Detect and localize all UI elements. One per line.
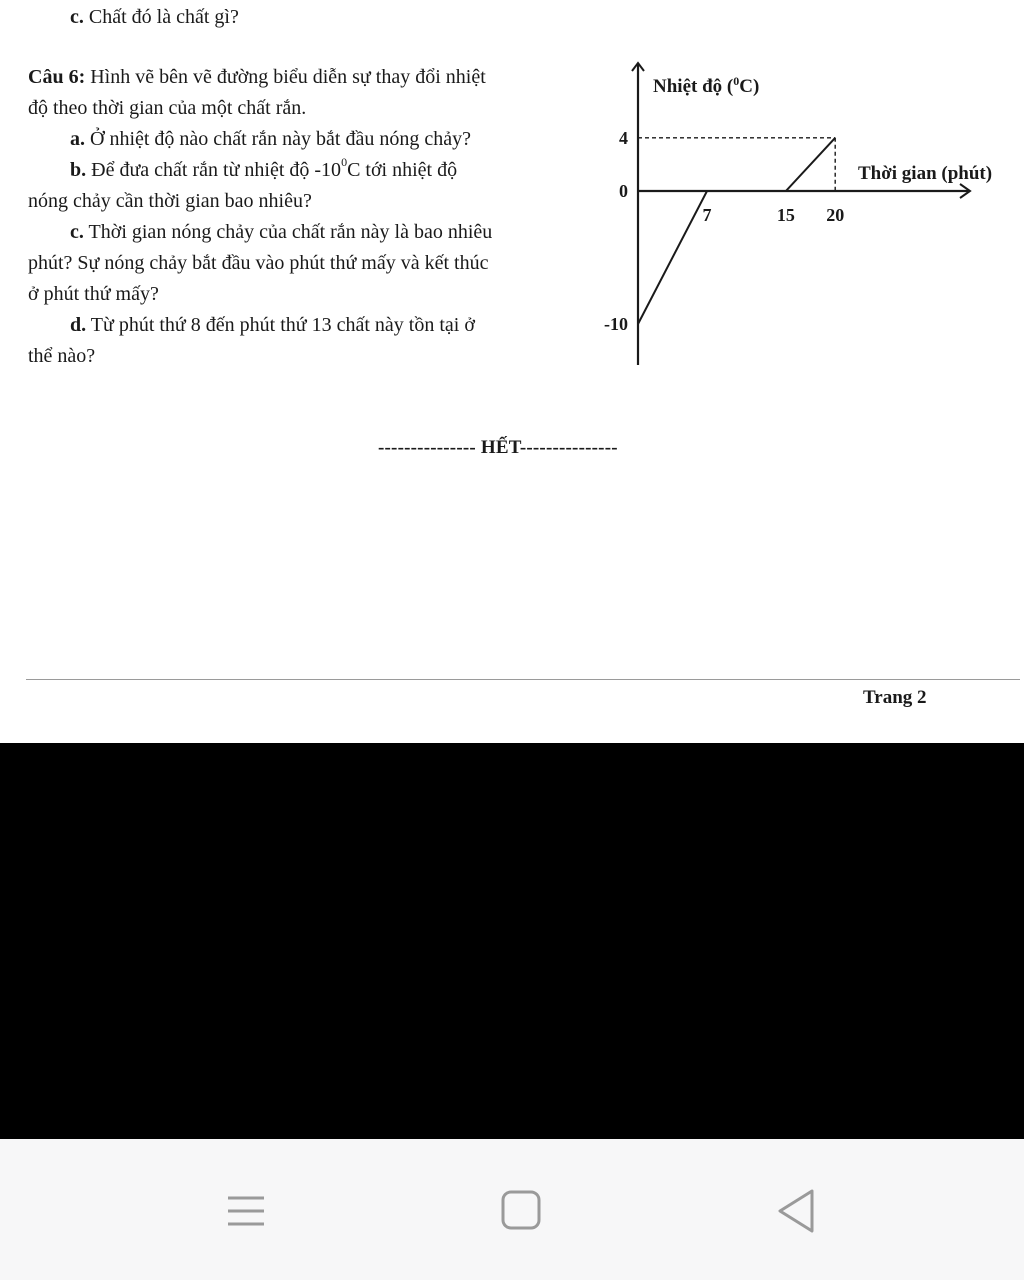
part-c-text: Thời gian nóng chảy của chất rắn này là bao nhiêu <box>83 221 493 243</box>
question6-label: Câu 6: <box>28 66 86 88</box>
graph-guides <box>638 138 835 191</box>
square-icon <box>500 1189 544 1233</box>
y-tick-label: 0 <box>619 181 628 201</box>
question6-intro-text: Hình vẽ bên vẽ đường biểu diễn sự thay đổi nhiệt <box>85 66 486 88</box>
y-tick-label: 4 <box>619 127 628 148</box>
x-tick-label: 15 <box>776 205 795 225</box>
question6-part-c-line2: phút? Sự nóng chảy bắt đầu vào phút thứ mấy và kết thúc <box>28 252 489 274</box>
part-b-label: b. <box>70 159 87 181</box>
recent-apps-button[interactable] <box>211 1179 281 1243</box>
page-number: Trang 2 <box>863 687 927 708</box>
question6-intro-line2: độ theo thời gian của một chất rắn. <box>28 97 307 119</box>
page-divider <box>26 679 1020 680</box>
question6-part-b-line2: nóng chảy cần thời gian bao nhiêu? <box>28 190 312 212</box>
previous-question-c <box>70 2 239 33</box>
part-b-degree-sup: 0 <box>341 155 348 170</box>
part-a-label: a. <box>70 128 85 150</box>
part-a-text: Ở nhiệt độ nào chất rắn này bắt đầu nóng chảy? <box>85 128 471 150</box>
home-button[interactable] <box>487 1179 557 1243</box>
part-c-label: c. <box>70 221 84 243</box>
part-b-text-post: C tới nhiệt độ <box>347 159 458 181</box>
part-d-text: Từ phút thứ 8 đến phút thứ 13 chất này tồn tại ở <box>86 314 475 336</box>
question6-part-a <box>70 124 471 155</box>
question6-intro-line1 <box>28 62 486 93</box>
x-tick-label: 7 <box>702 205 712 225</box>
question6-part-d <box>70 310 475 341</box>
y-tick-label: -10 <box>604 314 628 334</box>
question6-part-c <box>70 217 492 248</box>
black-overlay <box>0 743 1024 1139</box>
graph-axes <box>632 63 970 365</box>
question6-part-c-line3: ở phút thứ mấy? <box>28 283 159 305</box>
graph-series <box>638 138 835 324</box>
triangle-left-icon <box>774 1187 818 1235</box>
question6-part-b <box>70 155 457 186</box>
temperature-time-graph <box>590 55 1024 375</box>
menu-lines-icon <box>224 1189 268 1233</box>
prev-c-label: c. <box>70 6 84 28</box>
end-marker: --------------- HẾT--------------- <box>378 437 618 458</box>
temperature-line <box>638 138 835 324</box>
question6-part-d-line2: thể nào? <box>28 345 96 367</box>
y-axis-label: Nhiệt độ ($^0$C) <box>653 74 760 97</box>
x-tick-label: 20 <box>826 205 845 225</box>
back-button[interactable] <box>761 1179 831 1243</box>
x-axis-label: Thời gian (phút) <box>858 163 993 184</box>
part-d-label: d. <box>70 314 87 336</box>
graph-labels <box>604 74 992 334</box>
prev-c-visible: Chất đó là chất gì? <box>83 6 239 28</box>
part-b-text: Để đưa chất rắn từ nhiệt độ -10 <box>86 159 342 181</box>
